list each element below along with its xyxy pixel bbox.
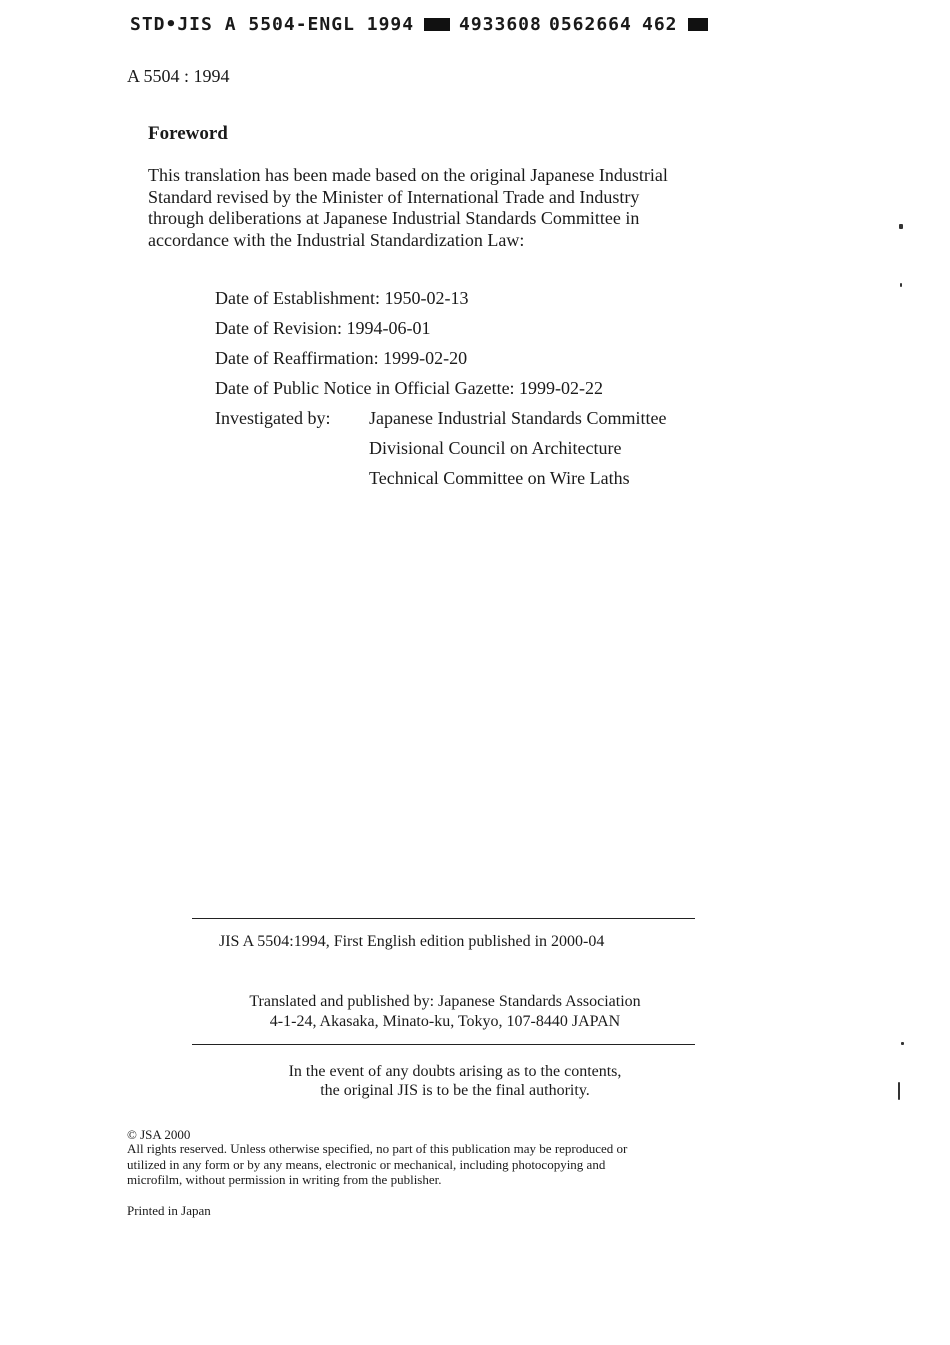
- foreword-paragraph: [148, 165, 760, 251]
- scan-speck: [900, 283, 902, 287]
- authority-notice-line-2: the original JIS is to be the final authority.: [320, 1082, 590, 1099]
- edition-info: JIS A 5504:1994, First English edition published in 2000-04: [219, 933, 605, 950]
- investigator-committee: Japanese Industrial Standards Committee: [369, 408, 667, 428]
- rights-statement: [127, 1141, 757, 1188]
- translated-by: Translated and published by: Japanese Standards Association: [249, 993, 641, 1010]
- stamp-code-1: 4933608: [459, 14, 542, 35]
- stamp-code-3: 462: [642, 14, 678, 35]
- stamp-document-id: STD•JIS A 5504-ENGL 1994: [130, 14, 415, 35]
- authority-notice-line-1: In the event of any doubts arising as to the contents,: [288, 1063, 622, 1080]
- foreword-heading: Foreword: [148, 123, 228, 144]
- stamp-code-2: 0562664: [549, 14, 632, 35]
- date-public-notice: Date of Public Notice in Official Gazette: 1999-02-22: [215, 378, 604, 398]
- investigated-by-label: Investigated by:: [215, 408, 331, 428]
- paragraph-line: Standard revised by the Minister of International Trade and Industry: [148, 186, 640, 207]
- printed-in: Printed in Japan: [127, 1203, 211, 1218]
- publisher-address: 4-1-24, Akasaka, Minato-ku, Tokyo, 107-8440 JAPAN: [269, 1013, 621, 1030]
- divider-top: [192, 918, 695, 919]
- paragraph-line: This translation has been made based on the original Japanese Industrial: [148, 165, 668, 185]
- redaction-block: [424, 15, 450, 33]
- investigator-council: Divisional Council on Architecture: [369, 438, 622, 458]
- rights-line: microfilm, without permission in writing from the publisher.: [127, 1172, 442, 1187]
- paragraph-line: accordance with the Industrial Standardization Law:: [148, 229, 525, 250]
- redaction-block: [688, 15, 708, 33]
- scan-speck: [899, 224, 903, 229]
- header-stamp: [130, 14, 414, 35]
- date-establishment: Date of Establishment: 1950-02-13: [215, 288, 469, 308]
- copyright-line: © JSA 2000: [127, 1127, 191, 1142]
- rights-line: All rights reserved. Unless otherwise specified, no part of this publication may be reproduced or: [127, 1141, 628, 1156]
- scan-speck: [898, 1082, 900, 1100]
- paragraph-line: through deliberations at Japanese Industrial Standards Committee in: [148, 208, 640, 228]
- investigator-technical-committee: Technical Committee on Wire Laths: [369, 468, 630, 488]
- divider-bottom: [192, 1044, 695, 1045]
- date-reaffirmation: Date of Reaffirmation: 1999-02-20: [215, 348, 468, 368]
- rights-line: utilized in any form or by any means, electronic or mechanical, including photocopying and: [127, 1156, 606, 1172]
- date-revision: Date of Revision: 1994-06-01: [215, 318, 431, 338]
- scan-speck: [901, 1042, 904, 1045]
- standard-reference: A 5504 : 1994: [127, 66, 230, 86]
